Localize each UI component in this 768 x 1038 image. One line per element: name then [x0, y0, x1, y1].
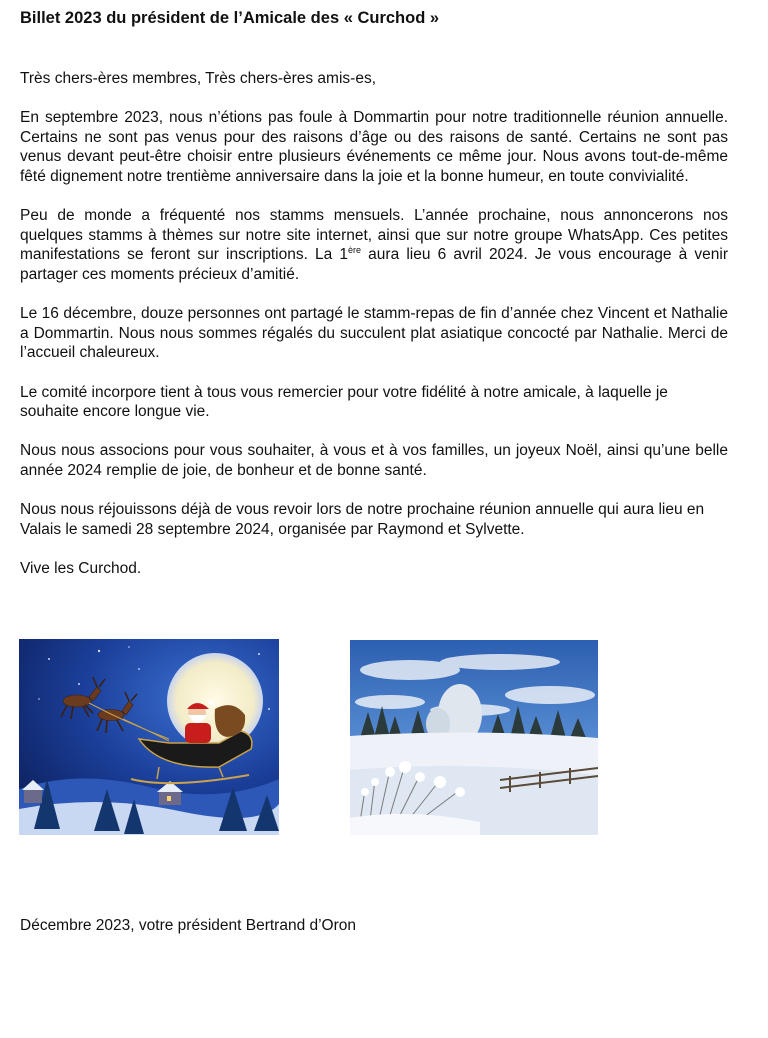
- closing-line: Vive les Curchod.: [20, 559, 142, 577]
- paragraph-reunion: En septembre 2023, nous n’étions pas foule à Dommartin pour notre traditionnelle réunion annuelle. Certains ne sont pas venus pour des raisons d’âge ou des raisons de santé. Certains ne sont pas venus devant peut-être choisir entre plusieurs événements ce même jour. Nous avons tout-de-même fêté dignement notre trentième anniversaire dans la joie et la bonne humeur, en toute convivialité.: [20, 109, 728, 185]
- paragraph-stamms: [20, 206, 728, 284]
- signature-line: Décembre 2023, votre président Bertrand d’Oron: [20, 917, 357, 934]
- paragraph-stamms-text-end: aura lieu 6 avril 2024. Je vous encourage à venir partager ces moments précieux d’amitié.: [20, 246, 729, 283]
- winter-landscape-image: [350, 640, 598, 835]
- santa-sleigh-icon: [19, 639, 279, 835]
- paragraph-comite: Le comité incorpore tient à tous vous remercier pour votre fidélité à notre amicale, à laquelle je souhaite encore longue vie.: [20, 383, 668, 421]
- snowy-landscape-icon: [350, 640, 598, 835]
- santa-sleigh-image: [19, 639, 279, 835]
- superscript-ere: ère: [348, 245, 362, 256]
- paragraph-stamms-text: Peu de monde a fréquenté nos stamms mensuels. L’année prochaine, nous annoncerons nos quelques stamms à thèmes sur notre site internet, ainsi que sur notre groupe WhatsApp. Ces petites manifestations se feront sur inscriptions. La 1: [20, 207, 728, 264]
- paragraph-stamm-repas: Le 16 décembre, douze personnes ont partagé le stamm-repas de fin d’année chez Vincent et Nathalie a Dommartin. Nous nous sommes régalés du succulent plat asiatique concocté par Nathalie. Merci de l’accueil chaleureux.: [20, 305, 728, 362]
- salutation: Très chers-ères membres, Très chers-ères amis-es,: [20, 70, 377, 87]
- paragraph-prochaine-reunion: Nous nous réjouissons déjà de vous revoir lors de notre prochaine réunion annuelle qui aura lieu en Valais le samedi 28 septembre 2024, organisée par Raymond et Sylvette.: [20, 501, 705, 538]
- page-title: Billet 2023 du président de l’Amicale des « Curchod »: [20, 9, 440, 27]
- letter-body: [20, 69, 728, 598]
- paragraph-voeux: Nous nous associons pour vous souhaiter, à vous et à vos familles, un joyeux Noël, ainsi qu’une belle année 2024 remplie de joie, de bonheur et de bonne santé.: [20, 442, 728, 479]
